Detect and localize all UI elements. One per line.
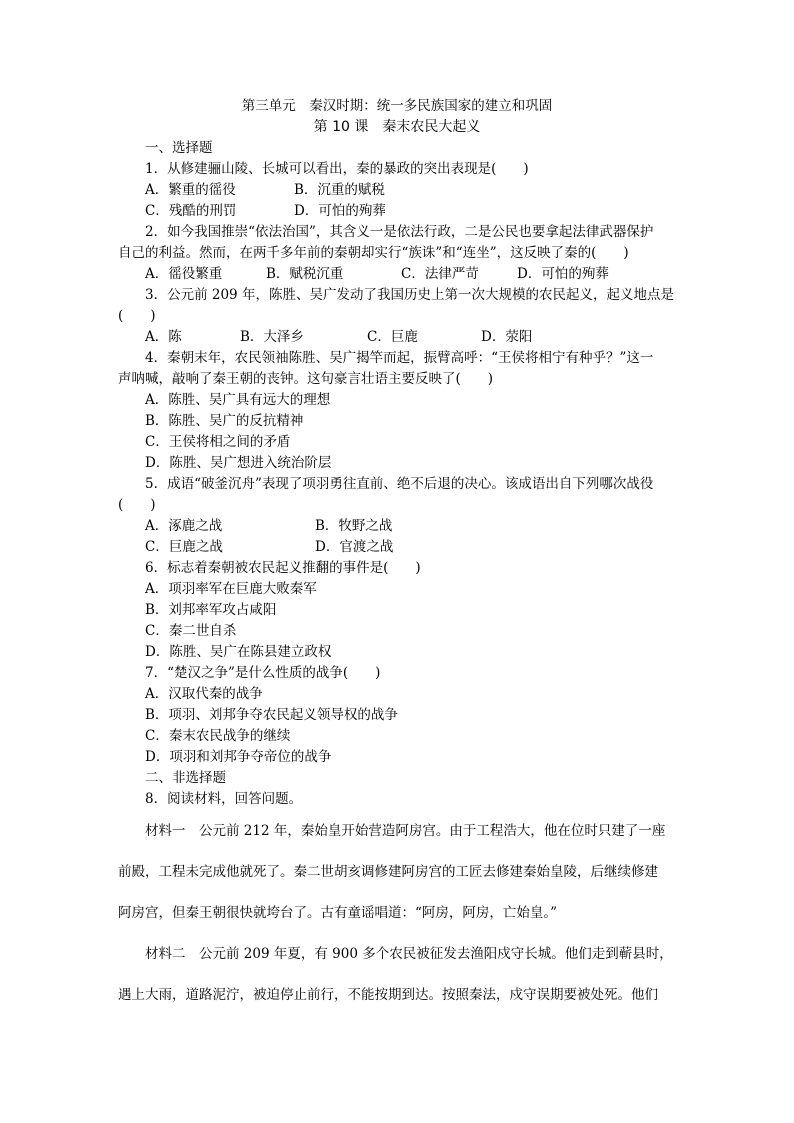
option-b: B．大泽乡	[240, 329, 304, 345]
option-a: A．陈	[145, 329, 182, 345]
section-heading-nonchoice: 二、非选择题	[145, 770, 226, 786]
option-a: A．涿鹿之战	[145, 518, 223, 534]
option-d: D．陈胜、吴广在陈县建立政权	[145, 644, 332, 660]
option-a: A．陈胜、吴广具有远大的理想	[145, 392, 331, 408]
question-stem-cont: ( )	[118, 497, 156, 513]
option-a: A．汉取代秦的战争	[145, 686, 263, 702]
question-stem-cont: 声呐喊，敲响了秦王朝的丧钟。这句豪言壮语主要反映了( )	[118, 371, 494, 387]
question-stem: 5．成语“破釜沉舟”表现了项羽勇往直前、绝不后退的决心。该成语出自下列哪次战役	[145, 476, 654, 492]
option-a: A．项羽率军在巨鹿大败秦军	[145, 581, 317, 597]
option-a: A．徭役繁重	[145, 266, 223, 282]
option-b: B．陈胜、吴广的反抗精神	[145, 413, 304, 429]
option-d: D．官渡之战	[315, 539, 394, 555]
option-b: B．赋税沉重	[266, 266, 344, 282]
option-b: B．刘邦率军攻占咸阳	[145, 602, 277, 618]
section-heading-choice: 一、选择题	[145, 140, 213, 156]
option-c: C．秦末农民战争的继续	[145, 728, 291, 744]
question-stem: 7．“楚汉之争”是什么性质的战争( )	[145, 665, 381, 681]
lesson-title: 第 10 课 秦末农民大起义	[313, 119, 481, 135]
question-stem: 3．公元前 209 年，陈胜、吴广发动了我国历史上第一次大规模的农民起义，起义地点是	[145, 287, 674, 303]
option-c: C．王侯将相之间的矛盾	[145, 434, 291, 450]
unit-title: 第三单元 秦汉时期：统一多民族国家的建立和巩固	[241, 98, 553, 114]
option-b: B．沉重的赋税	[294, 182, 385, 198]
material-one-line: 材料一 公元前 212 年，秦始皇开始营造阿房宫。由于工程浩大，他在位时只建了一座	[145, 823, 666, 839]
option-c: C．法律严苛	[401, 266, 479, 282]
material-one-line: 阿房宫，但秦王朝很快就垮台了。古有童谣唱道：“阿房，阿房，亡始皇。”	[118, 905, 558, 921]
question-stem: 1．从修建骊山陵、长城可以看出，秦的暴政的突出表现是( )	[145, 161, 529, 177]
option-a: A．繁重的徭役	[145, 182, 236, 198]
option-d: D．项羽和刘邦争夺帝位的战争	[145, 749, 332, 765]
question-stem: 8．阅读材料，回答问题。	[145, 791, 303, 807]
material-one-line: 前殿，工程未完成他就死了。秦二世胡亥调修建阿房宫的工匠去修建秦始皇陵，后继续修建	[118, 864, 658, 880]
option-b: B．牧野之战	[315, 518, 393, 534]
option-c: C．巨鹿之战	[145, 539, 223, 555]
option-d: D．陈胜、吴广想进入统治阶层	[145, 455, 332, 471]
option-d: D．可怕的殉葬	[517, 266, 609, 282]
option-c: C．残酷的刑罚	[145, 203, 237, 219]
question-stem: 4．秦朝末年，农民领袖陈胜、吴广揭竿而起，振臂高呼：“王侯将相宁有种乎？”这一	[145, 350, 654, 366]
option-d: D．可怕的殉葬	[294, 203, 386, 219]
material-two-line: 材料二 公元前 209 年夏，有 900 多个农民被征发去渔阳戍守长城。他们走到蕲县时，	[145, 946, 673, 962]
question-stem-cont: ( )	[118, 308, 156, 324]
option-c: C．巨鹿	[367, 329, 418, 345]
question-stem-cont: 自己的利益。然而，在两千多年前的秦朝却实行“族诛”和“连坐”，这反映了秦的( )	[118, 245, 629, 261]
question-stem: 2．如今我国推崇“依法治国”，其含义一是依法行政，二是公民也要拿起法律武器保护	[145, 224, 654, 240]
material-two-line: 遇上大雨，道路泥泞，被迫停止前行，不能按期到达。按照秦法，戍守误期要被处死。他们	[118, 987, 658, 1003]
question-stem: 6．标志着秦朝被农民起义推翻的事件是( )	[145, 560, 421, 576]
option-d: D．荥阳	[481, 329, 533, 345]
option-b: B．项羽、刘邦争夺农民起义领导权的战争	[145, 707, 398, 723]
option-c: C．秦二世自杀	[145, 623, 237, 639]
